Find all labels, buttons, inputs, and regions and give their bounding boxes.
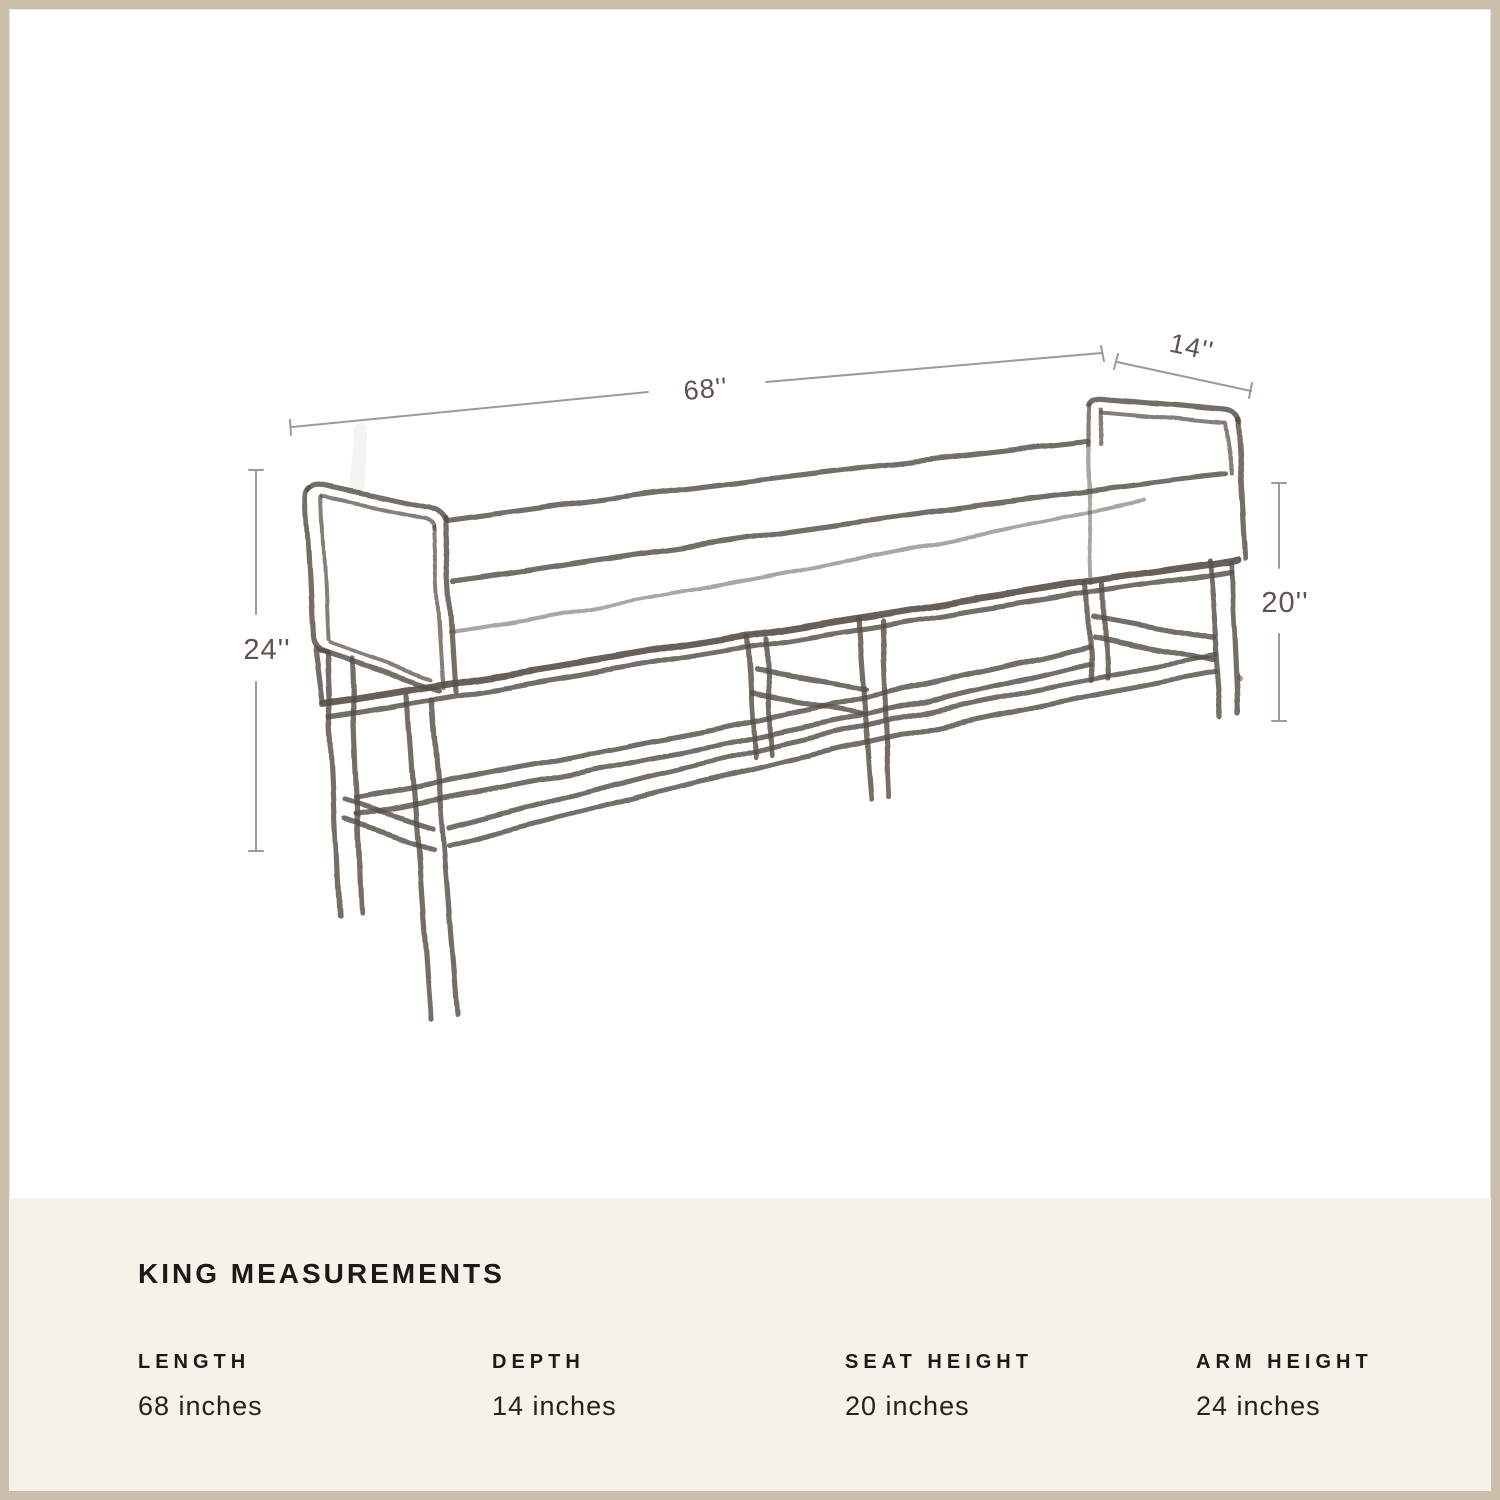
dimension-line-seat-height xyxy=(1261,483,1308,721)
measurement-value: 24 inches xyxy=(1196,1391,1321,1421)
measurement-item-seat-height xyxy=(845,1350,1175,1422)
measurement-label: LENGTH xyxy=(138,1351,251,1373)
dimension-line-depth xyxy=(1114,328,1252,398)
measurement-value: 68 inches xyxy=(138,1391,263,1421)
bench-drawing xyxy=(306,398,1246,1018)
measurement-item-length xyxy=(138,1350,468,1422)
dimension-line-arm-height xyxy=(243,470,290,851)
measurement-label: ARM HEIGHT xyxy=(1196,1351,1373,1373)
dimension-label-seat-height: 20'' xyxy=(1261,587,1309,619)
dimension-label-depth: 14'' xyxy=(1166,327,1217,367)
dimension-annotations xyxy=(243,328,1308,851)
measurements-title: KING MEASUREMENTS xyxy=(138,1258,505,1289)
measurement-value: 20 inches xyxy=(845,1391,970,1421)
measurement-item-arm-height xyxy=(1196,1350,1500,1422)
dimension-line-length xyxy=(290,346,1104,435)
measurement-label: SEAT HEIGHT xyxy=(845,1351,1033,1373)
dimension-label-length: 68'' xyxy=(682,371,730,407)
measurement-label: DEPTH xyxy=(492,1351,585,1373)
dimension-label-arm-height: 24'' xyxy=(243,634,291,666)
measurements-panel xyxy=(9,1198,1491,1491)
measurement-item-depth xyxy=(492,1350,822,1422)
bench-stretchers xyxy=(346,617,1215,850)
measurement-value: 14 inches xyxy=(492,1391,617,1421)
ink-dot xyxy=(1236,675,1242,681)
